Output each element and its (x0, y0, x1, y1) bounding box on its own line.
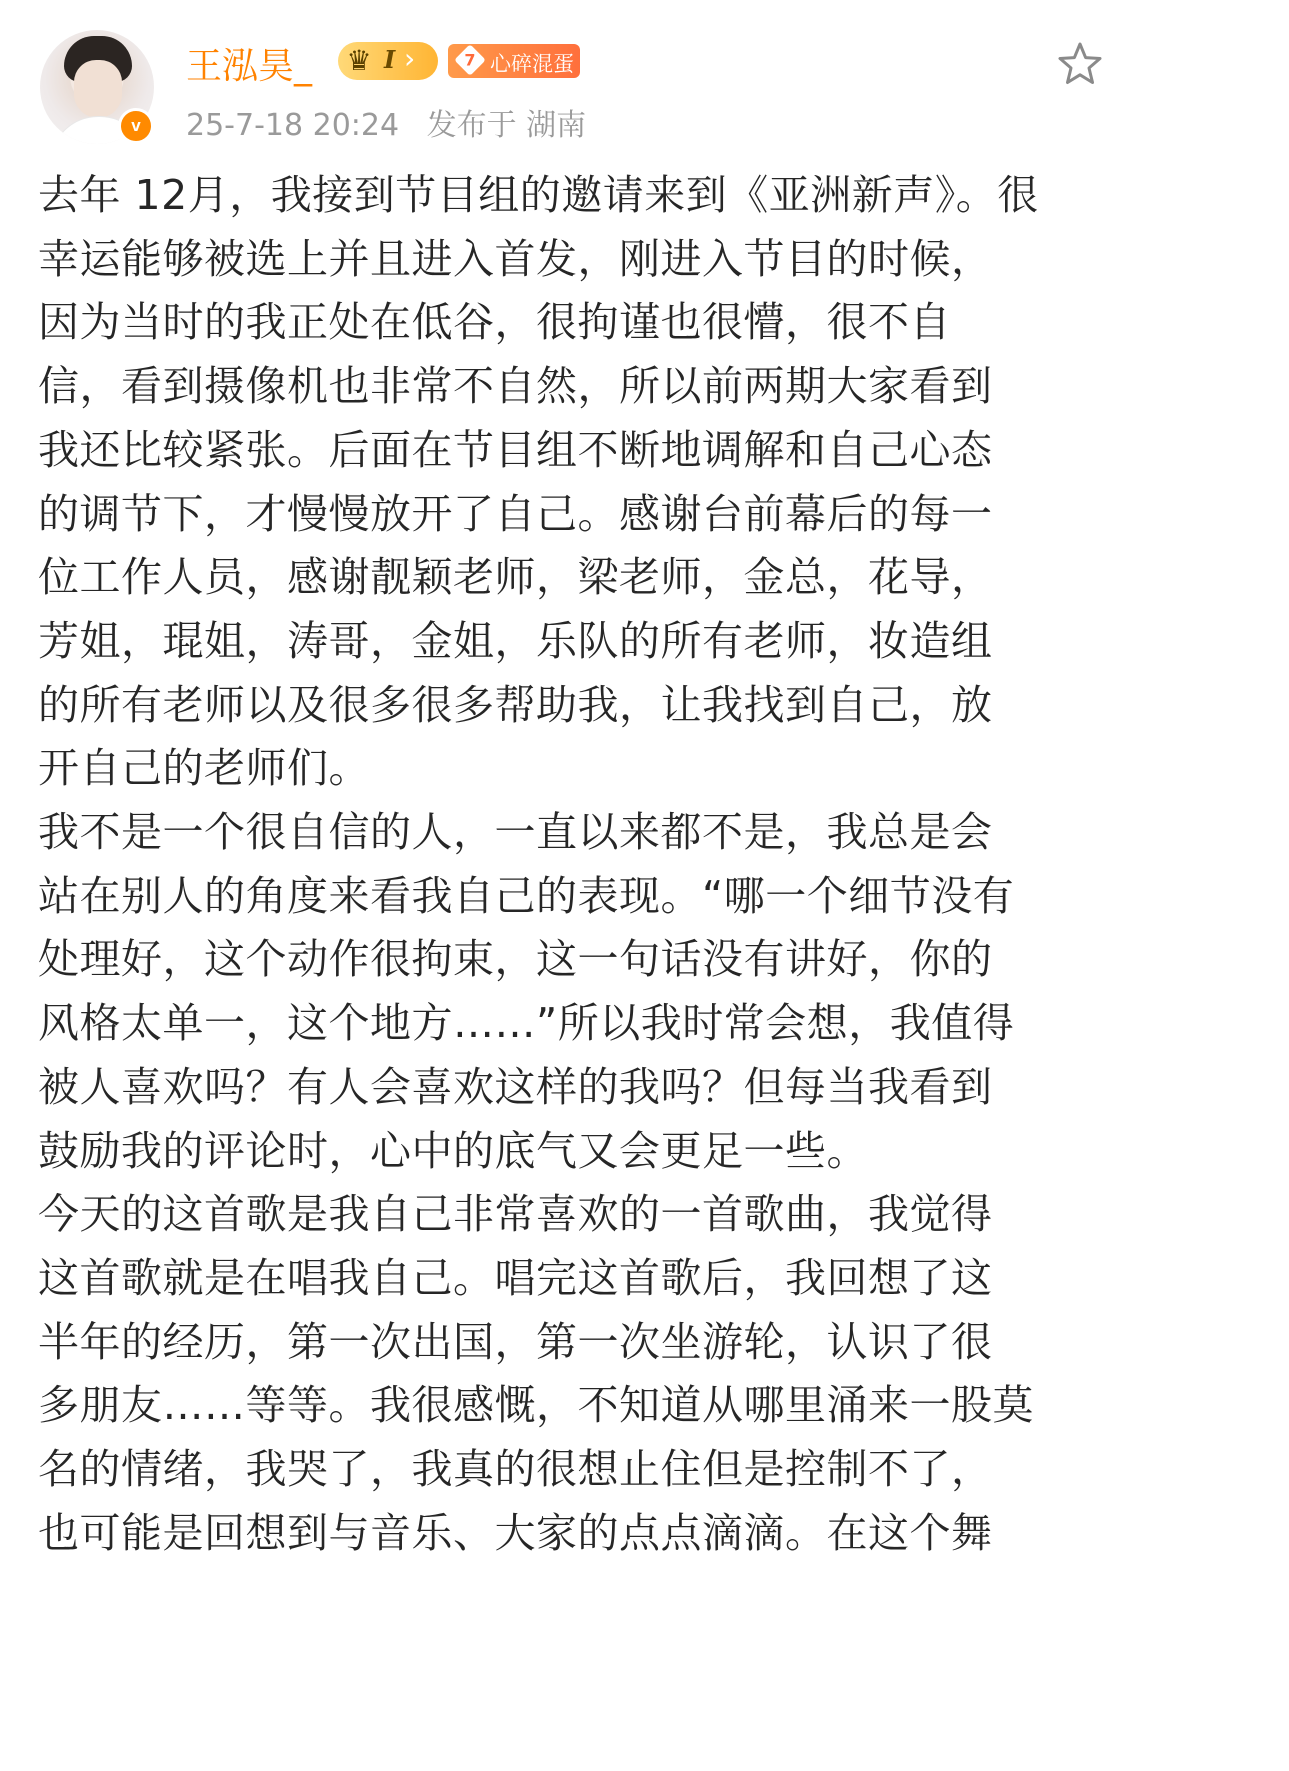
avatar-face (74, 60, 122, 118)
content-line: 半年的经历，第一次出国，第一次坐游轮，认识了很 (38, 1317, 993, 1366)
member-level-badge[interactable] (338, 42, 438, 80)
fan-medal-label: 心碎混蛋 (490, 52, 574, 76)
content-line: 我不是一个很自信的人，一直以来都不是，我总是会 (38, 808, 993, 857)
content-line: 我还比较紧张。后面在节目组不断地调解和自己心态 (38, 425, 993, 474)
content-line: 站在别人的角度来看我自己的表现。“哪一个细节没有 (38, 871, 1015, 920)
star-outline-icon[interactable] (1056, 40, 1104, 88)
content-line: 芳姐，琨姐，涛哥，金姐，乐队的所有老师，妆造组 (38, 616, 993, 665)
content-line: 的所有老师以及很多很多帮助我，让我找到自己，放 (38, 680, 993, 729)
username[interactable]: 王泓昊_ (186, 46, 313, 87)
post-meta (186, 100, 604, 144)
content-line: 幸运能够被选上并且进入首发，刚进入节目的时候， (38, 234, 993, 283)
content-line: 风格太单一，这个地方……”所以我时常会想，我值得 (38, 999, 1015, 1048)
fan-medal-badge[interactable] (448, 44, 580, 78)
content-line: 因为当时的我正处在低谷，很拘谨也很懵，很不自 (38, 298, 951, 347)
content-line: 鼓励我的评论时，心中的底气又会更足一些。 (38, 1126, 868, 1175)
content-line: 名的情绪，我哭了，我真的很想止住但是控制不了， (38, 1445, 993, 1494)
crown-icon: ♛ (346, 44, 372, 77)
post-timestamp: 25-7-18 20:24 (186, 108, 400, 143)
content-line: 也可能是回想到与音乐、大家的点点滴滴。在这个舞 (38, 1508, 993, 1557)
verified-badge-icon: v (118, 108, 154, 144)
content-line: 处理好，这个动作很拘束，这一句话没有讲好，你的 (38, 935, 993, 984)
content-line: 被人喜欢吗？有人会喜欢这样的我吗？但每当我看到 (38, 1062, 993, 1111)
post-location: 发布于 湖南 (426, 108, 587, 143)
content-line: 多朋友……等等。我很感慨，不知道从哪里涌来一股莫 (38, 1381, 1034, 1430)
content-line: 去年 12月，我接到节目组的邀请来到《亚洲新声》。很 (38, 171, 1039, 219)
fan-medal-number-icon: 7 (454, 44, 486, 76)
content-line: 开自己的老师们。 (38, 744, 370, 793)
chevron-right-icon: › (404, 42, 416, 75)
post-content (38, 164, 1270, 1565)
member-level: I (384, 45, 396, 74)
content-line: 这首歌就是在唱我自己。唱完这首歌后，我回想了这 (38, 1253, 993, 1302)
content-line: 信，看到摄像机也非常不自然，所以前两期大家看到 (38, 362, 993, 411)
content-line: 位工作人员，感谢靓颖老师，梁老师，金总，花导， (38, 553, 993, 602)
content-line: 今天的这首歌是我自己非常喜欢的一首歌曲，我觉得 (38, 1190, 993, 1239)
content-line: 的调节下，才慢慢放开了自己。感谢台前幕后的每一 (38, 489, 993, 538)
